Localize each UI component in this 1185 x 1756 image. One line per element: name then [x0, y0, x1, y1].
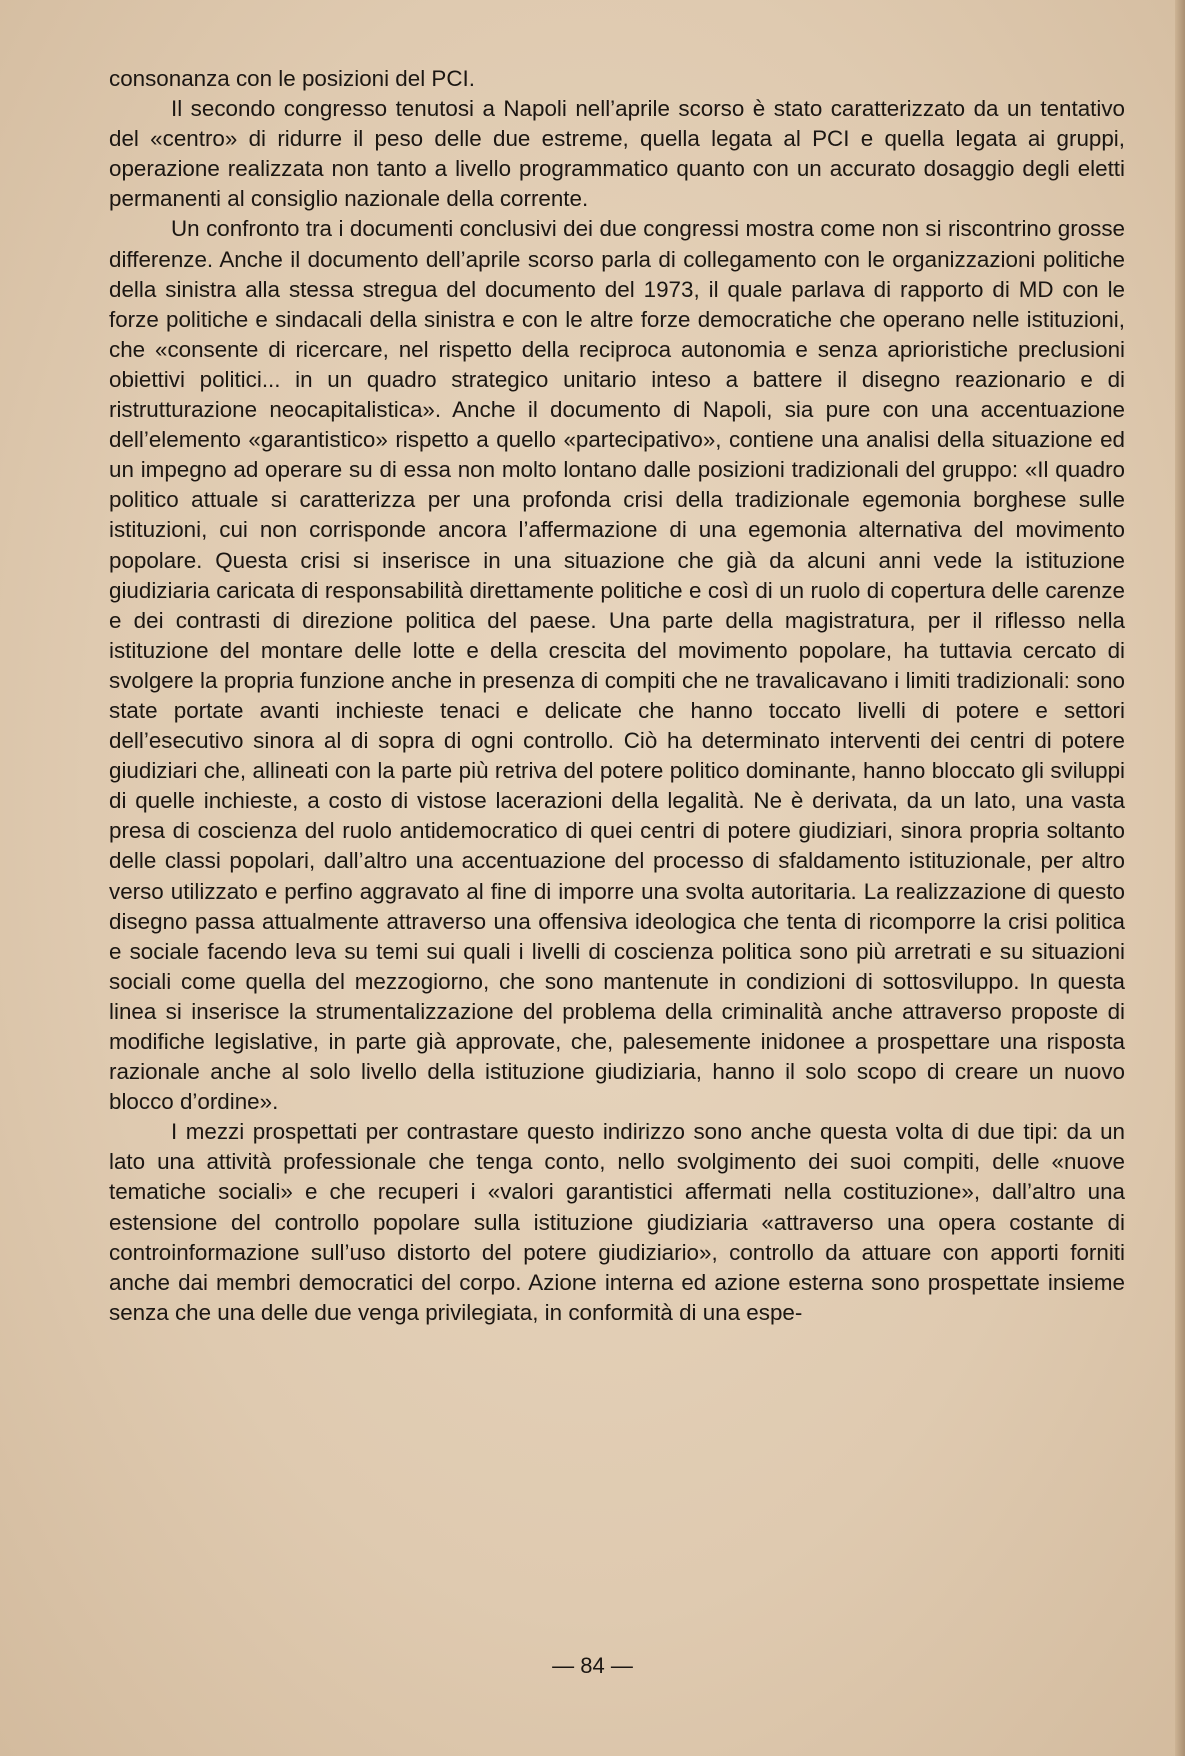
- page-edge-shadow: [1175, 0, 1185, 1756]
- page-number: — 84 —: [552, 1653, 633, 1678]
- paragraph-continuation: consonanza con le posizioni del PCI.: [109, 66, 475, 91]
- paragraph-documents-comparison: Un confronto tra i documenti conclusivi dei due congressi mostra come non si riscontrino grosse differenze. Anche il documento dell’aprile scorso parla di collegamento con le organizzazioni politiche della sinistra alla stessa stregua del documento del 1973, il quale parlava di rapporto di MD con le forze politiche e sindacali della sinistra e con le altre forze democratiche che operano nelle istituzioni, che «consente di ricercare, nel rispetto della reciproca autonomia e senza aprioristiche preclusioni obiettivi politici... in un quadro strategico unitario inteso a battere il disegno reazionario e di ristrutturazione neocapitalistica». Anche il documento di Napoli, sia pure con una accentuazione dell’elemento «garantistico» rispetto a quello «partecipativo», contiene una analisi della situazione ed un impegno ad operare su di essa non molto lontano dalle posizioni tradizionali del gruppo: «Il quadro politico attuale si caratterizza per una profonda crisi della tradizionale egemonia borghese sulle istituzioni, cui non corrisponde ancora l’affermazione di una egemonia alternativa del movimento popolare. Questa crisi si inserisce in una situazione che già da alcuni anni vede la istituzione giudiziaria caricata di responsabilità direttamente politiche e così di un ruolo di copertura delle carenze e dei contrasti di direzione politica del paese. Una parte della magistratura, per il riflesso nella istituzione del montare delle lotte e della crescita del movimento popolare, ha tuttavia cercato di svolgere la propria funzione anche in presenza di compiti che ne travalicavano i limiti tradizionali: sono state portate avanti inchieste tenaci e delicate che hanno toccato livelli di potere e settori dell’esecutivo sinora al di sopra di ogni controllo. Ciò ha determinato interventi dei centri di potere giudiziari che, allineati con la parte più retriva del potere politico dominante, hanno bloccato gli sviluppi di quelle inchieste, a costo di vistose lacerazioni della legalità. Ne è derivata, da un lato, una vasta presa di coscienza del ruolo antidemocratico di quei centri di potere giudiziari, sinora propria soltanto delle classi popolari, dall’altro una accentuazione del processo di sfaldamento istituzionale, per altro verso utilizzato e perfino aggravato al fine di imporre una svolta autoritaria. La realizzazione di questo disegno passa attualmente attraverso una offensiva ideologica che tenta di ricomporre la crisi politica e sociale facendo leva su temi sui quali i livelli di coscienza politica sono più arretrati e su situazioni sociali come quella del mezzogiorno, che sono mantenute in condizioni di sottosviluppo. In questa linea si inserisce la strumentalizzazione del problema della criminalità anche attraverso proposte di modifiche legislative, in parte già approvate, che, palesemente inidonee a prospettare una risposta razionale anche al solo livello della istituzione giudiziaria, hanno il solo scopo di creare un nuovo blocco d’ordine».: [109, 216, 1125, 1115]
- paragraph-means: I mezzi prospettati per contrastare questo indirizzo sono anche questa volta di due tipi: da un lato una attività professionale che tenga conto, nello svolgimento dei suoi compiti, delle «nuove tematiche sociali» e che recuperi i «valori garantistici affermati nella costituzione», dall’altro una estensione del controllo popolare sulla istituzione giudiziaria «attraverso una opera costante di controinformazione sull’uso distorto del potere giudiziario», controllo da attuare con apporti forniti anche dai membri democratici del corpo. Azione interna ed azione esterna sono prospettate insieme senza che una delle due venga privilegiata, in conformità di una espe-: [109, 1119, 1125, 1325]
- body-text: [109, 64, 1125, 1328]
- paragraph-second-congress: Il secondo congresso tenutosi a Napoli nell’aprile scorso è stato caratterizzato da un tentativo del «centro» di ridurre il peso delle due estreme, quella legata al PCI e quella legata ai gruppi, operazione realizzata non tanto a livello programmatico quanto con un accurato dosaggio degli eletti permanenti al consiglio nazionale della corrente.: [109, 96, 1125, 212]
